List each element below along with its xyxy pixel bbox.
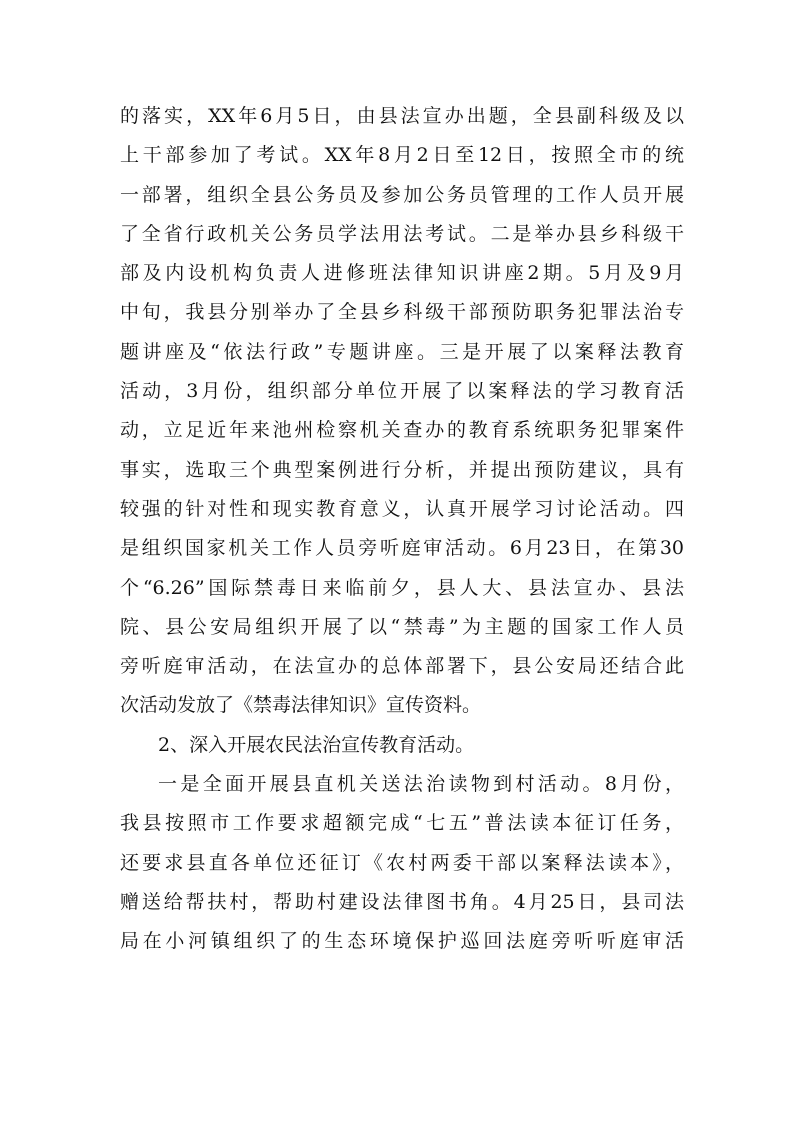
text-line: 赠送给帮扶村，帮助村建设法律图书角。4月25日，县司法 [120,890,684,913]
text-line: 院、县公安局组织开展了以“禁毒”为主题的国家工作人员 [120,615,684,638]
text-line: 一是全面开展县直机关送法治读物到村活动。8月份， [158,773,684,796]
text-line: 个“6.26”国际禁毒日来临前夕，县人大、县法宣办、县法 [120,576,684,599]
text-line: 部及内设机构负责人进修班法律知识讲座2期。5月及9月 [120,262,684,285]
text-line: 的落实，XX年6月5日，由县法宣办出题，全县副科级及以 [120,105,684,127]
text-line: 还要求县直各单位还征订《农村两委干部以案释法读本》， [120,851,684,874]
text-line: 题讲座及“依法行政”专题讲座。三是开展了以案释法教育 [120,340,684,363]
text-line: 是组织国家机关工作人员旁听庭审活动。6月23日，在第30 [120,537,684,560]
text-line: 活动，3月份，组织部分单位开展了以案释法的学习教育活 [120,380,684,403]
text-line: 较强的针对性和现实教育意义，认真开展学习讨论活动。四 [120,497,684,520]
text-line: 旁听庭审活动，在法宣办的总体部署下，县公安局还结合此 [120,655,684,678]
text-line: 事实，选取三个典型案例进行分析，并提出预防建议，具有 [120,458,684,481]
text-line: 了全省行政机关公务员学法用法考试。二是举办县乡科级干 [120,222,684,245]
text-line: 一部署，组织全县公务员及参加公务员管理的工作人员开展 [120,183,684,206]
text-line: 次活动发放了《禁毒法律知识》宣传资料。 [120,694,482,717]
text-line: 局在小河镇组织了的生态环境保护巡回法庭旁听听庭审活 [120,930,684,953]
document-body [120,97,684,962]
text-line: 上干部参加了考试。XX年8月2日至12日，按照全市的统 [120,144,684,167]
text-line: 中旬，我县分别举办了全县乡科级干部预防职务犯罪法治专 [120,301,684,324]
text-line: 动，立足近年来池州检察机关查办的教育系统职务犯罪案件 [120,419,684,442]
text-line: 我县按照市工作要求超额完成“七五”普法读本征订任务， [120,812,684,835]
text-line: 2、深入开展农民法治宣传教育活动。 [158,733,475,756]
